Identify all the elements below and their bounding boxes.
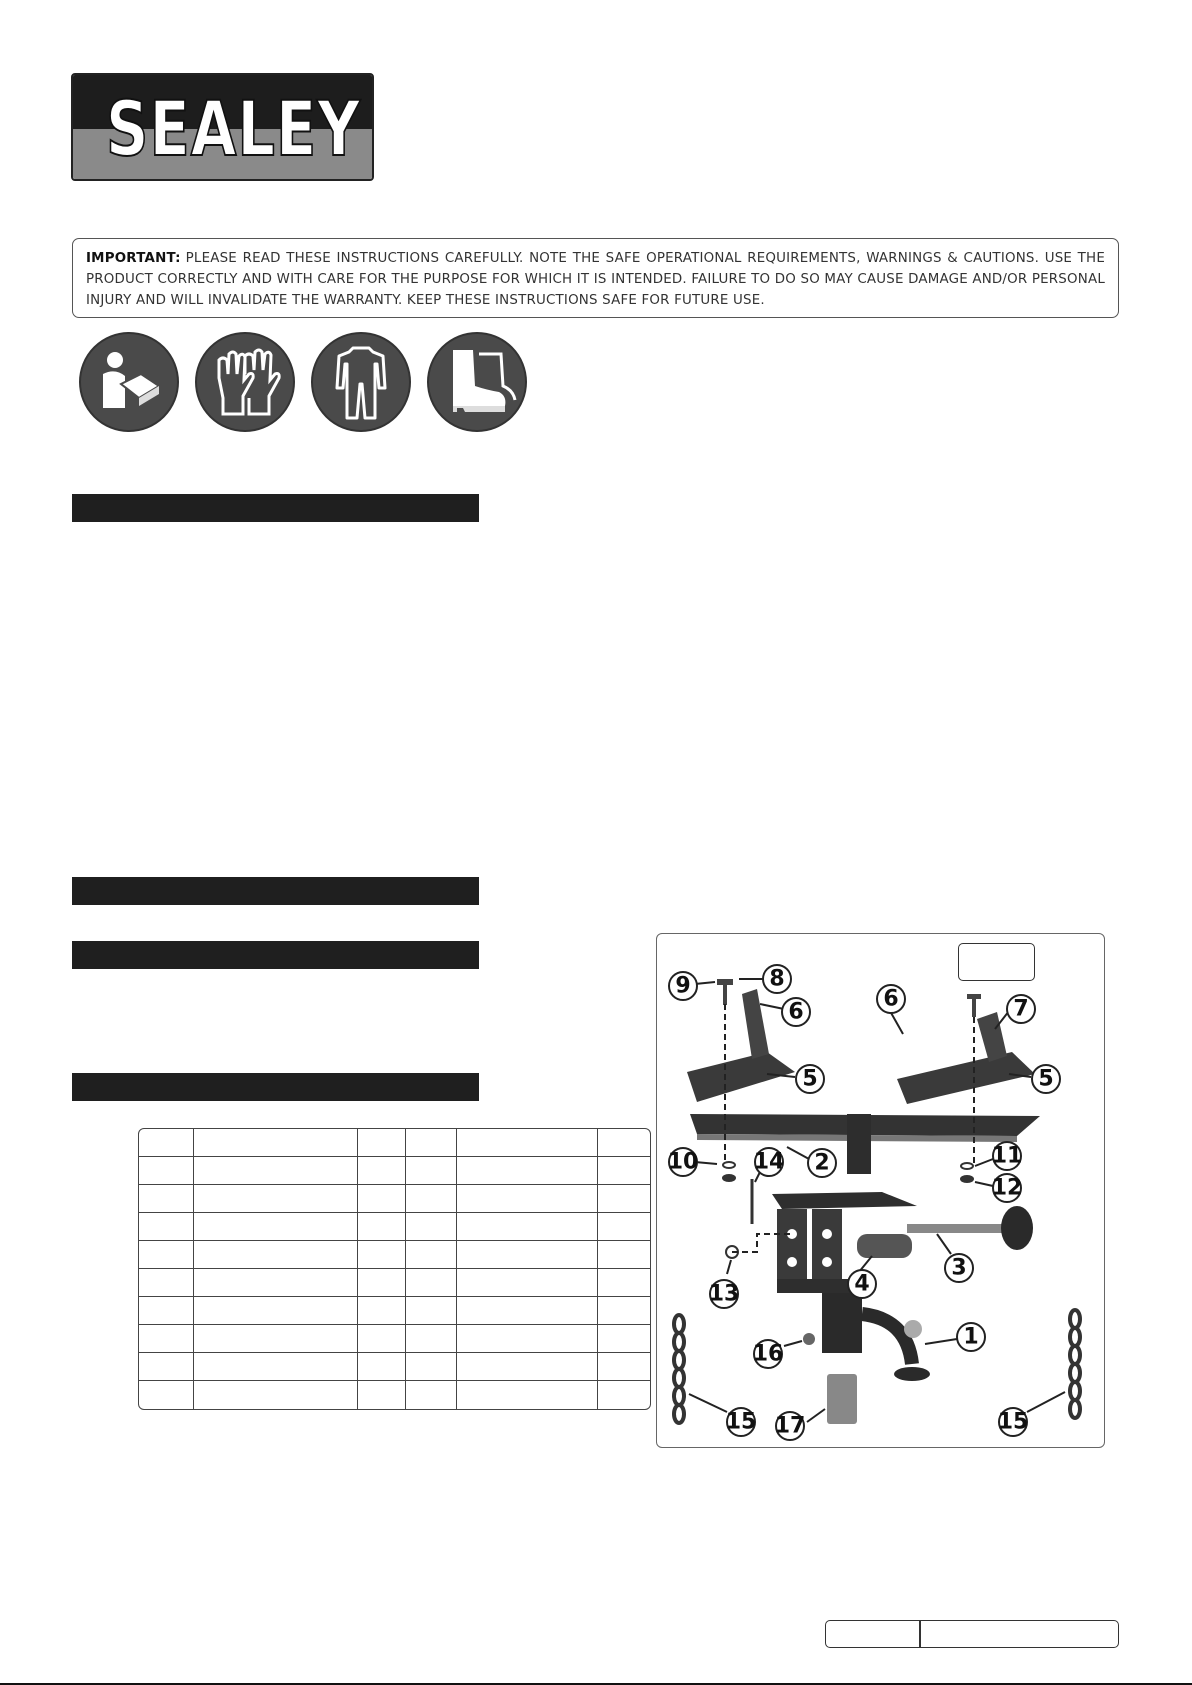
- callout-5-left: 5: [802, 1066, 818, 1092]
- callout-10: 10: [667, 1149, 699, 1175]
- callout-2: 2: [814, 1150, 830, 1176]
- read-manual-icon: [79, 332, 179, 432]
- callout-1: 1: [963, 1324, 979, 1350]
- callout-9: 9: [675, 973, 691, 999]
- callout-13: 13: [708, 1281, 740, 1307]
- callout-15-left: 15: [725, 1409, 757, 1435]
- section-header-bar-4: [72, 1073, 479, 1101]
- section-header-bar-3: [72, 941, 479, 969]
- callout-6-left: 6: [788, 999, 804, 1025]
- callout-12: 12: [991, 1175, 1023, 1201]
- gloves-icon: [195, 332, 295, 432]
- callout-15-right: 15: [997, 1409, 1029, 1435]
- callout-8: 8: [769, 966, 785, 992]
- callout-7: 7: [1013, 996, 1029, 1022]
- important-text: PLEASE READ THESE INSTRUCTIONS CAREFULLY. NOTE THE SAFE OPERATIONAL REQUIREMENTS, WARNINGS & CAUTIONS. USE THE PRODUCT CORRECTLY AND WITH CARE FOR THE PURPOSE FOR WHICH IT IS INTENDED. FAILURE TO DO SO MAY CAUSE DAMAGE AND/OR PERSONAL INJURY AND WILL INVALIDATE THE WARRANTY. KEEP THESE INSTRUCTIONS SAFE FOR FUTURE USE.: [86, 251, 1105, 308]
- callout-5-right: 5: [1038, 1066, 1054, 1092]
- figure-label-box: [958, 943, 1035, 981]
- callout-11: 11: [991, 1143, 1023, 1169]
- callout-6-right: 6: [883, 986, 899, 1012]
- important-notice: [72, 238, 1119, 318]
- sealey-logo: [71, 73, 374, 181]
- footer-reference-box: [825, 1620, 1119, 1648]
- section-header-bar-1: [72, 494, 479, 522]
- callout-17: 17: [774, 1413, 806, 1439]
- callout-3: 3: [951, 1255, 967, 1281]
- logo-wordmark: SEALEY: [105, 84, 361, 173]
- important-label: IMPORTANT:: [86, 251, 181, 266]
- parts-diagram-callouts: [657, 934, 1105, 1448]
- callout-4: 4: [854, 1271, 870, 1297]
- section-header-bar-2: [72, 877, 479, 905]
- overalls-icon: [311, 332, 411, 432]
- callout-16: 16: [752, 1341, 784, 1367]
- callout-14: 14: [753, 1149, 785, 1175]
- exploded-parts-diagram: [656, 933, 1105, 1448]
- parts-list-table: [138, 1128, 651, 1410]
- safety-boots-icon: [427, 332, 527, 432]
